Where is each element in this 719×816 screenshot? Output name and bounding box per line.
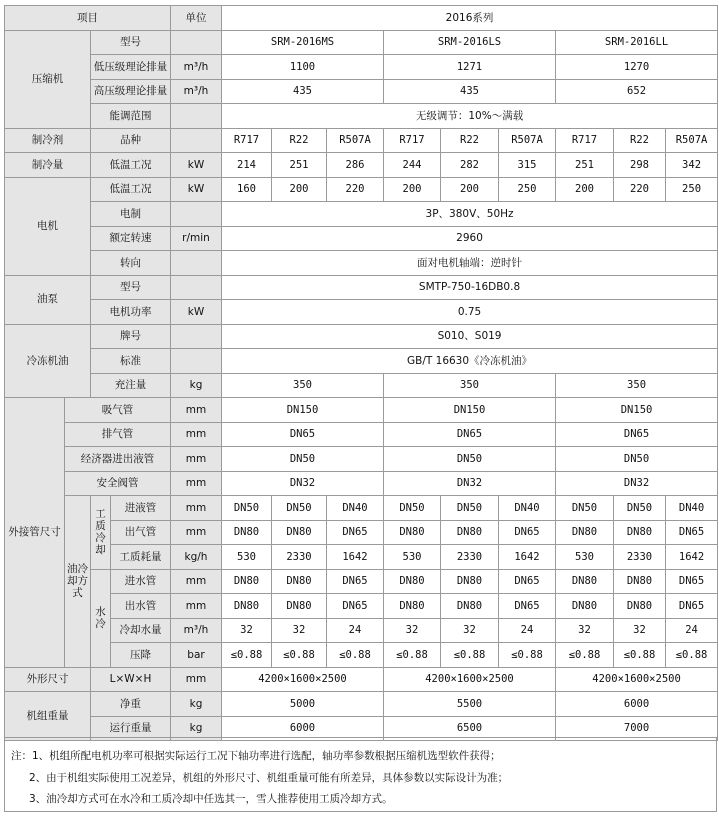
table-row (5, 6, 718, 31)
table-row (5, 422, 718, 447)
unit-cell: mm (171, 496, 222, 521)
notes (4, 737, 717, 812)
value-cell: 160 (222, 177, 272, 202)
value-cell: 250 (666, 177, 718, 202)
unit-cell (171, 251, 222, 276)
unit-cell: kg (171, 692, 222, 717)
value-cell: 24 (666, 618, 718, 643)
unit-cell: kg (171, 373, 222, 398)
value-cell: 435 (222, 79, 384, 104)
unit-cell: mm (171, 471, 222, 496)
value-cell: 24 (327, 618, 384, 643)
unit-cell: mm (171, 520, 222, 545)
table-row (5, 447, 718, 472)
value-cell: ≤0.88 (327, 643, 384, 668)
unit-cell (171, 275, 222, 300)
value-cell: DN50 (614, 496, 666, 521)
value-cell: DN50 (384, 447, 556, 472)
value-cell: 350 (222, 373, 384, 398)
table-row (5, 30, 718, 55)
value-cell: DN50 (272, 496, 327, 521)
unit-cell: kW (171, 177, 222, 202)
unit-cell: kg/h (171, 545, 222, 570)
group-connections: 外接管尺寸 (5, 398, 65, 668)
group-weight: 机组重量 (5, 692, 91, 741)
table-row (5, 643, 718, 668)
value-cell: DN80 (614, 569, 666, 594)
unit-cell (171, 104, 222, 129)
row-label: 低温工况 (91, 177, 171, 202)
row-label: 经济器进出液管 (65, 447, 171, 472)
group-oil-cooling: 油冷却方式 (65, 496, 91, 668)
group-capacity: 制冷量 (5, 153, 91, 178)
value-cell: 530 (222, 545, 272, 570)
value-cell: ≤0.88 (666, 643, 718, 668)
value-cell: 5000 (222, 692, 384, 717)
unit-cell: bar (171, 643, 222, 668)
value-cell: DN40 (666, 496, 718, 521)
table-row (5, 496, 718, 521)
value-cell: 3P、380V、50Hz (222, 202, 718, 227)
table-row (5, 177, 718, 202)
row-label: 型号 (91, 30, 171, 55)
value-cell: 4200×1600×2500 (556, 667, 718, 692)
header-unit: 单位 (171, 6, 222, 31)
model-name: SRM-2016LL (556, 30, 718, 55)
value-cell: SMTP-750-16DB0.8 (222, 275, 718, 300)
value-cell: DN65 (327, 569, 384, 594)
value-cell: DN80 (272, 594, 327, 619)
unit-cell: mm (171, 398, 222, 423)
unit-cell: m³/h (171, 55, 222, 80)
value-cell: DN50 (441, 496, 499, 521)
value-cell: 220 (327, 177, 384, 202)
value-cell: DN80 (384, 520, 441, 545)
value-cell: 4200×1600×2500 (384, 667, 556, 692)
row-label: 工质耗量 (111, 545, 171, 570)
value-cell: DN80 (384, 569, 441, 594)
value-cell: 251 (556, 153, 614, 178)
value-cell: 1270 (556, 55, 718, 80)
value-cell: 32 (222, 618, 272, 643)
unit-cell (171, 349, 222, 374)
unit-cell: m³/h (171, 79, 222, 104)
table-row (5, 373, 718, 398)
table-row (5, 275, 718, 300)
table-row (5, 104, 718, 129)
row-label: 低压级理论排量 (91, 55, 171, 80)
table-row (5, 569, 718, 594)
value-cell: ≤0.88 (384, 643, 441, 668)
table-row (5, 520, 718, 545)
value-cell: GB/T 16630《冷冻机油》 (222, 349, 718, 374)
refrigerant-name: R22 (272, 128, 327, 153)
value-cell: 244 (384, 153, 441, 178)
value-cell: 342 (666, 153, 718, 178)
value-cell: DN40 (327, 496, 384, 521)
value-cell: DN32 (222, 471, 384, 496)
value-cell: 32 (272, 618, 327, 643)
value-cell: 32 (614, 618, 666, 643)
value-cell: ≤0.88 (222, 643, 272, 668)
value-cell: DN80 (614, 520, 666, 545)
value-cell: 6000 (222, 716, 384, 741)
value-cell: DN80 (441, 594, 499, 619)
row-label: 进水管 (111, 569, 171, 594)
value-cell: DN65 (666, 569, 718, 594)
table-row (5, 55, 718, 80)
row-label: 净重 (91, 692, 171, 717)
table-row (5, 128, 718, 153)
value-cell: DN80 (222, 520, 272, 545)
value-cell: DN65 (499, 569, 556, 594)
value-cell: DN80 (272, 520, 327, 545)
row-label: 牌号 (91, 324, 171, 349)
value-cell: DN32 (556, 471, 718, 496)
row-label: 转向 (91, 251, 171, 276)
unit-cell (171, 30, 222, 55)
row-label: 压降 (111, 643, 171, 668)
value-cell: 200 (384, 177, 441, 202)
table-row (5, 471, 718, 496)
row-label: 高压级理论排量 (91, 79, 171, 104)
unit-cell (171, 202, 222, 227)
unit-cell: mm (171, 422, 222, 447)
value-cell: DN65 (666, 520, 718, 545)
value-cell: 200 (556, 177, 614, 202)
header-series: 2016系列 (222, 6, 718, 31)
refrigerant-name: R507A (499, 128, 556, 153)
table-row (5, 202, 718, 227)
value-cell: DN65 (556, 422, 718, 447)
value-cell: DN150 (384, 398, 556, 423)
value-cell: 2330 (614, 545, 666, 570)
table-row (5, 349, 718, 374)
table-row (5, 251, 718, 276)
value-cell: 1642 (499, 545, 556, 570)
unit-cell: kW (171, 300, 222, 325)
value-cell: 4200×1600×2500 (222, 667, 384, 692)
unit-cell (171, 324, 222, 349)
refrigerant-name: R507A (666, 128, 718, 153)
table-row (5, 300, 718, 325)
row-label: 低温工况 (91, 153, 171, 178)
value-cell: DN40 (499, 496, 556, 521)
value-cell: 无级调节：10%～满载 (222, 104, 718, 129)
unit-cell: m³/h (171, 618, 222, 643)
value-cell: ≤0.88 (614, 643, 666, 668)
model-name: SRM-2016LS (384, 30, 556, 55)
value-cell: 7000 (556, 716, 718, 741)
value-cell: DN65 (327, 520, 384, 545)
value-cell: 251 (272, 153, 327, 178)
value-cell: 200 (272, 177, 327, 202)
group-oil-pump: 油泵 (5, 275, 91, 324)
value-cell: 1642 (666, 545, 718, 570)
value-cell: 2330 (441, 545, 499, 570)
note-2: 2、由于机组实际使用工况差异，机组的外形尺寸、机组重量可能有所差异，具体参数以实际设计为准； (29, 771, 509, 784)
value-cell: ≤0.88 (441, 643, 499, 668)
note-1: 注：1、机组所配电机功率可根据实际运行工况下轴功率进行选配，轴功率参数根据压缩机选型软件获得； (11, 750, 501, 762)
row-label: 能调范围 (91, 104, 171, 129)
value-cell: 250 (499, 177, 556, 202)
value-cell: DN150 (222, 398, 384, 423)
value-cell: ≤0.88 (499, 643, 556, 668)
value-cell: 286 (327, 153, 384, 178)
table-row (5, 324, 718, 349)
value-cell: S010、S019 (222, 324, 718, 349)
value-cell: DN80 (556, 594, 614, 619)
row-label: 品种 (91, 128, 171, 153)
row-label: 运行重量 (91, 716, 171, 741)
value-cell: DN80 (614, 594, 666, 619)
group-dims: 外形尺寸 (5, 667, 91, 692)
group-oil: 冷冻机油 (5, 324, 91, 398)
unit-cell: mm (171, 447, 222, 472)
refrigerant-name: R507A (327, 128, 384, 153)
table-row (5, 398, 718, 423)
value-cell: 220 (614, 177, 666, 202)
value-cell: 32 (556, 618, 614, 643)
table-row (5, 79, 718, 104)
value-cell: 282 (441, 153, 499, 178)
table-row (5, 153, 718, 178)
row-label: 出水管 (111, 594, 171, 619)
model-name: SRM-2016MS (222, 30, 384, 55)
value-cell: 2960 (222, 226, 718, 251)
row-label: 充注量 (91, 373, 171, 398)
value-cell: DN80 (441, 569, 499, 594)
row-label: 排气管 (65, 422, 171, 447)
table-row (5, 618, 718, 643)
table-row (5, 545, 718, 570)
value-cell: 435 (384, 79, 556, 104)
value-cell: 530 (556, 545, 614, 570)
group-refrigerant: 制冷剂 (5, 128, 91, 153)
spec-table (4, 5, 718, 741)
group-motor: 电机 (5, 177, 91, 275)
value-cell: DN65 (499, 594, 556, 619)
refrigerant-name: R717 (222, 128, 272, 153)
refrigerant-name: R22 (441, 128, 499, 153)
value-cell: DN80 (556, 520, 614, 545)
value-cell: DN50 (556, 496, 614, 521)
refrigerant-name: R22 (614, 128, 666, 153)
unit-cell: kg (171, 716, 222, 741)
unit-cell: r/min (171, 226, 222, 251)
value-cell: DN65 (499, 520, 556, 545)
unit-cell: mm (171, 594, 222, 619)
note-3: 3、油冷却方式可在水冷和工质冷却中任选其一，雪人推荐使用工质冷却方式。 (29, 793, 393, 805)
value-cell: DN80 (441, 520, 499, 545)
value-cell: DN80 (222, 569, 272, 594)
value-cell: 32 (441, 618, 499, 643)
unit-cell: mm (171, 667, 222, 692)
value-cell: DN80 (556, 569, 614, 594)
value-cell: 350 (556, 373, 718, 398)
value-cell: DN65 (222, 422, 384, 447)
value-cell: DN50 (222, 496, 272, 521)
value-cell: 652 (556, 79, 718, 104)
row-label: 安全阀管 (65, 471, 171, 496)
value-cell: DN50 (384, 496, 441, 521)
value-cell: 315 (499, 153, 556, 178)
value-cell: 5500 (384, 692, 556, 717)
value-cell: 32 (384, 618, 441, 643)
value-cell: 530 (384, 545, 441, 570)
refrigerant-name: R717 (556, 128, 614, 153)
value-cell: 6000 (556, 692, 718, 717)
unit-cell: kW (171, 153, 222, 178)
value-cell: 214 (222, 153, 272, 178)
value-cell: 6500 (384, 716, 556, 741)
row-label: 吸气管 (65, 398, 171, 423)
value-cell: DN80 (272, 569, 327, 594)
row-label: 额定转速 (91, 226, 171, 251)
value-cell: DN80 (222, 594, 272, 619)
value-cell: DN50 (222, 447, 384, 472)
value-cell: ≤0.88 (272, 643, 327, 668)
row-label: 电机功率 (91, 300, 171, 325)
value-cell: DN65 (384, 422, 556, 447)
value-cell: ≤0.88 (556, 643, 614, 668)
value-cell: 200 (441, 177, 499, 202)
table-row (5, 667, 718, 692)
row-label: 标准 (91, 349, 171, 374)
unit-cell (171, 128, 222, 153)
table-row (5, 226, 718, 251)
value-cell: DN32 (384, 471, 556, 496)
row-label: 进液管 (111, 496, 171, 521)
row-label: 电制 (91, 202, 171, 227)
group-third-party: 工质冷却 (91, 496, 111, 570)
refrigerant-name: R717 (384, 128, 441, 153)
value-cell: 298 (614, 153, 666, 178)
value-cell: DN80 (384, 594, 441, 619)
table-row (5, 594, 718, 619)
group-compressor: 压缩机 (5, 30, 91, 128)
value-cell: DN50 (556, 447, 718, 472)
value-cell: 0.75 (222, 300, 718, 325)
value-cell: 1642 (327, 545, 384, 570)
group-water: 水冷 (91, 569, 111, 667)
row-label: 冷却水量 (111, 618, 171, 643)
unit-cell: mm (171, 569, 222, 594)
row-label: 型号 (91, 275, 171, 300)
row-label: 出气管 (111, 520, 171, 545)
table-row (5, 692, 718, 717)
value-cell: 2330 (272, 545, 327, 570)
value-cell: 面对电机轴端：逆时针 (222, 251, 718, 276)
value-cell: 1271 (384, 55, 556, 80)
value-cell: 24 (499, 618, 556, 643)
header-item: 项目 (5, 6, 171, 31)
value-cell: DN65 (666, 594, 718, 619)
value-cell: DN65 (327, 594, 384, 619)
row-label: L×W×H (91, 667, 171, 692)
value-cell: 350 (384, 373, 556, 398)
value-cell: DN150 (556, 398, 718, 423)
value-cell: 1100 (222, 55, 384, 80)
